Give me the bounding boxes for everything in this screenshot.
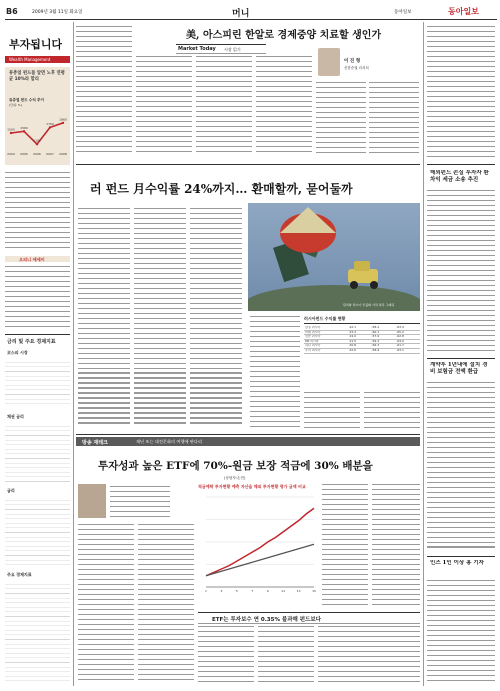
- promo-headline: 뮤츄얼 펀드들 알면 노후 연평균 10%라 합리: [9, 71, 65, 82]
- interview-photo: [78, 484, 106, 518]
- article-bottom-intro: [110, 486, 170, 518]
- etf-line-chart: [198, 491, 318, 599]
- fund-table-cell: -58.9: [370, 348, 395, 353]
- promo-chart-point: [10, 132, 12, 134]
- promo-chart-point: [23, 130, 25, 132]
- fund-table-cell: KB 러시아: [304, 339, 348, 344]
- etf-chart-box: [198, 484, 318, 608]
- article-bottom-col-7: [318, 626, 420, 684]
- photo-illustration: [248, 203, 420, 311]
- masthead-rule: [5, 19, 497, 20]
- article-top-col-3: [196, 56, 252, 158]
- sidebar-text-2: [5, 266, 70, 330]
- etf-x-tick-label: 11: [281, 589, 286, 593]
- fund-table-cell: 미래 러시아: [304, 330, 348, 335]
- etf-chart-caption: 적금예탁 투자현황 예측 자산을 해외 투자현황 평가 금액 비교: [198, 484, 306, 489]
- fund-table-row: [304, 348, 420, 353]
- bottom-banner-left: 방송 재테크: [82, 439, 108, 446]
- sidebar-title: 부자됩니다: [9, 38, 63, 51]
- promo-chart-title: 뮤츄얼 펀드 수익 추이: [9, 98, 44, 102]
- section-name: 머니: [232, 9, 250, 19]
- article-top-headline: 美, 아스피린 한알로 경제중양 치료할 생인가: [186, 30, 382, 41]
- etf-series-2-line: [206, 544, 314, 576]
- etf-x-tick-label: 5: [235, 589, 238, 593]
- fund-table-cell: -63.1: [395, 348, 420, 353]
- market-table-2: [5, 422, 70, 482]
- right-col-heading-2: 계약후 1년내에 설치 경비 보험금 전액 환급: [430, 362, 488, 375]
- fund-table-cell: -57.9: [370, 335, 395, 340]
- fund-table-title: 러시아펀드 수익률 현황: [304, 316, 420, 324]
- market-heading-2: 코스피 시장: [7, 350, 28, 355]
- promo-chart-value-label: 1700: [46, 121, 54, 126]
- etf-x-tick-label: 13: [296, 589, 301, 593]
- sidebar-divider: [5, 334, 70, 335]
- fund-table-cell: 20.8: [348, 344, 370, 349]
- fund-table-cell: -65.2: [395, 330, 420, 335]
- right-col-rule-3: [427, 556, 495, 557]
- fund-table: [304, 326, 420, 354]
- fund-table-cell: 하나 러시아: [304, 344, 348, 349]
- page-number: B6: [6, 7, 18, 16]
- section-rule-1: [76, 164, 420, 165]
- etf-x-tick-label: 1: [205, 589, 207, 593]
- market-table-4: [5, 580, 70, 684]
- fund-table-cell: 23.4: [348, 330, 370, 335]
- article-bottom-col-6: [372, 484, 420, 608]
- fund-table-cell: 우리 러시아: [304, 348, 348, 353]
- article-top-col-5: [316, 82, 366, 158]
- fund-table-cell: -63.4: [395, 326, 420, 330]
- market-today-title: Market Today: [178, 46, 216, 52]
- fund-table-cell: 21.5: [348, 339, 370, 344]
- fund-table-cell: 삼성 러시아: [304, 326, 348, 330]
- etf-x-tick-label: 9: [266, 589, 269, 593]
- fund-table-cell: -56.3: [370, 344, 395, 349]
- etf-sub-headline-box: [198, 612, 420, 624]
- market-heading-3: 채권 금리: [7, 414, 24, 419]
- article-top-col-1: [76, 26, 132, 158]
- fund-table-cell: -60.1: [370, 330, 395, 335]
- right-column-rule: [423, 22, 424, 686]
- fund-table-cell: 22.6: [348, 348, 370, 353]
- fund-table-box: [304, 316, 420, 388]
- right-col-heading-1: 해외펀드 손실 투자자 환차익 세금 소송 추진: [430, 170, 489, 183]
- paper-name: 동아일보: [394, 10, 412, 15]
- right-col-heading-3: 인즈 1인 이상 홍 기자: [430, 560, 484, 566]
- promo-chart-value-label: 1500: [7, 127, 15, 132]
- right-col-rule-2: [427, 358, 495, 359]
- promo-chart-year-label: 2006: [33, 152, 41, 156]
- promo-chart-year-label: 2008: [59, 152, 67, 156]
- article-bottom-byline: (상담자:손민): [224, 476, 246, 480]
- etf-sub-headline: ETF는 투자보수 연 0.35% 불과해 펀드보다: [212, 616, 321, 623]
- fund-table-cell: -58.2: [370, 326, 395, 330]
- fund-table-cell: -61.7: [395, 344, 420, 349]
- issue-date: 2009년 3월 11일 화요일: [32, 10, 83, 15]
- article-mid-col-2: [134, 208, 186, 430]
- market-today-label: [176, 44, 266, 54]
- paper-logo: 동아일보: [448, 6, 479, 16]
- article-top-col-4: [256, 56, 312, 158]
- sidebar: [5, 22, 70, 686]
- market-table-3: [5, 496, 70, 566]
- promo-chart-value-label: 1100: [33, 138, 41, 143]
- article-bottom-col-3: [198, 626, 254, 684]
- article-bottom-col-1: [78, 524, 134, 684]
- promo-chart-year-label: 2007: [46, 152, 54, 156]
- etf-x-tick-label: 15: [312, 589, 316, 593]
- fund-table-cell: 신한 러시아: [304, 335, 348, 340]
- fund-table-cell: -64.0: [395, 339, 420, 344]
- market-heading: 금리 및 주요 경제지표: [7, 339, 56, 345]
- article-bottom-col-5: [322, 484, 368, 608]
- article-mid-col-3: [190, 208, 242, 430]
- article-top-col-6: [369, 82, 419, 158]
- fund-table-cell: 24.0: [348, 335, 370, 340]
- etf-x-tick-label: 7: [251, 589, 254, 593]
- promo-chart-point: [49, 126, 51, 128]
- promo-chart-year-label: 2005: [20, 152, 28, 156]
- article-bottom-col-2: [138, 524, 194, 684]
- sidebar-column-rule: [73, 22, 74, 686]
- article-top-col-2: [136, 56, 192, 158]
- promo-chart-value-label: 1860: [59, 117, 67, 122]
- article-mid-col-5: [304, 392, 360, 430]
- market-heading-4: 금리: [7, 488, 15, 493]
- bottom-banner: [76, 437, 420, 446]
- right-col-text-1: [427, 190, 495, 354]
- article-bottom-headline: 투자성과 높은 ETF에 70%-원금 보장 적금에 30% 배분을: [98, 460, 373, 472]
- promo-chart-point: [36, 143, 38, 145]
- sidebar-col-heading: 오피니 에세이: [19, 256, 45, 262]
- article-bottom-col-4: [258, 626, 314, 684]
- sidebar-col-heading-bar: [5, 256, 70, 262]
- fund-table-cell: -59.4: [370, 339, 395, 344]
- right-col-text-2: [427, 382, 495, 552]
- author-photo: [318, 48, 340, 76]
- photo-caption: 달러와 러시아 루블화 가치 하락 그래픽: [343, 303, 395, 307]
- right-col-text-3: [427, 580, 495, 684]
- masthead: [0, 0, 500, 20]
- article-top-col-7: [427, 26, 495, 160]
- sidebar-text-1: [5, 172, 70, 252]
- promo-chart-value-label: 1560: [20, 125, 28, 130]
- article-mid-col-4: [250, 316, 300, 430]
- fund-table-cell: -62.8: [395, 335, 420, 340]
- etf-x-tick-label: 3: [220, 589, 223, 593]
- sidebar-promo: [5, 67, 70, 165]
- market-heading-5: 주요 경제지표: [7, 572, 32, 577]
- author-title: 신한증권 리서치: [344, 66, 369, 70]
- article-mid-headline: 러 펀드 月수익률 24%까지… 환매할까, 묻어둘까: [90, 182, 353, 196]
- article-mid-col-6: [364, 392, 420, 430]
- promo-chart-point: [62, 122, 64, 124]
- sidebar-subtitle: Wealth Management: [9, 57, 51, 62]
- right-col-rule-1: [427, 164, 495, 165]
- section-rule-2: [76, 434, 420, 435]
- article-top: [76, 22, 420, 162]
- promo-chart-year-label: 2004: [7, 152, 15, 156]
- author-name: 이 진 형: [344, 59, 361, 64]
- fund-table-cell: 22.1: [348, 326, 370, 330]
- bottom-banner-right: 제년 또는 대전문화의 여행에 판다리: [136, 439, 203, 444]
- article-mid-col-1: [78, 208, 130, 430]
- article-mid-photo: [248, 203, 420, 311]
- sidebar-subtitle-bar: [5, 56, 70, 63]
- market-today-sub: 시장 읽기: [224, 46, 241, 52]
- market-table-1: [5, 358, 70, 408]
- promo-line-chart: [7, 107, 67, 159]
- promo-chart-unit: (단위: %): [9, 103, 22, 107]
